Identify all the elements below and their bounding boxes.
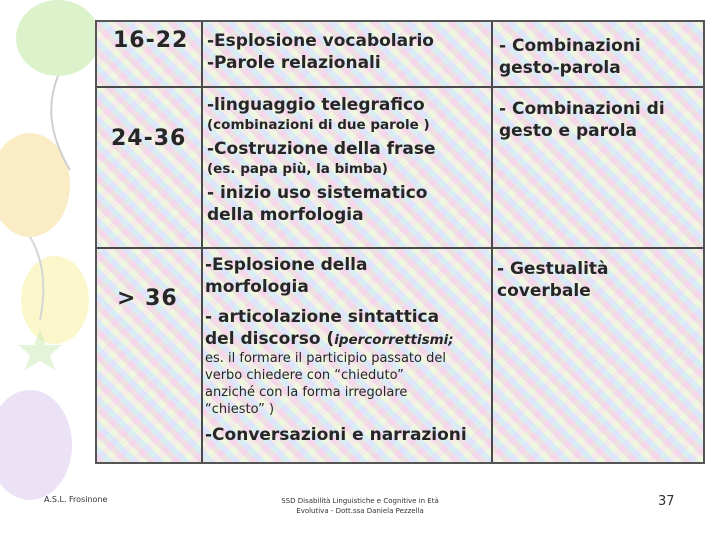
row-divider-2 <box>97 247 703 249</box>
column-divider-1 <box>201 22 203 462</box>
gestural-cell-row-2 <box>499 98 665 142</box>
text-line: anziché con la forma irregolare <box>205 385 408 400</box>
text-line: (es. papa più, la bimba) <box>207 161 388 177</box>
text-part: del discorso ( <box>205 329 335 349</box>
text-line: “chiesto” ) <box>205 402 275 417</box>
gestural-cell-row-1 <box>499 35 641 79</box>
column-divider-2 <box>491 22 493 462</box>
page-number: 37 <box>658 494 675 509</box>
footer-center-line-1: SSD Disabilità Linguistiche e Cognitive in Età <box>281 497 439 505</box>
text-line: - articolazione sintattica <box>205 307 440 327</box>
text-line: -Conversazioni e narrazioni <box>205 425 467 445</box>
linguistic-cell-row-2 <box>207 94 436 226</box>
age-cell-24-36: 24-36 <box>111 126 187 151</box>
text-line: gesto e parola <box>499 121 637 141</box>
text-line: (combinazioni di due parole ) <box>207 117 430 133</box>
text-line: -Esplosione della <box>205 255 368 275</box>
row-divider-1 <box>97 86 703 88</box>
linguistic-cell-row-1 <box>207 30 434 74</box>
text-line: verbo chiedere con “chieduto” <box>205 368 404 383</box>
text-line: - Gestualità <box>497 259 609 279</box>
text-line: della morfologia <box>207 205 364 225</box>
text-line: coverbale <box>497 281 591 301</box>
balloon-top-left <box>16 0 100 76</box>
age-cell-16-22: 16-22 <box>113 28 189 53</box>
text-line: -Esplosione vocabolario <box>207 31 434 51</box>
text-line: - Combinazioni di <box>499 99 665 119</box>
scanned-table <box>95 20 705 464</box>
linguistic-cell-row-3 <box>205 254 467 446</box>
footer-center <box>260 496 460 516</box>
balloon-bottom-left <box>0 390 72 500</box>
text-line: - Combinazioni <box>499 36 641 56</box>
age-cell-over-36: > 36 <box>117 286 178 311</box>
text-line: -Parole relazionali <box>207 53 381 73</box>
text-line: -Costruzione della frase <box>207 139 436 159</box>
text-line: - inizio uso sistematico <box>207 183 428 203</box>
footer-center-line-2: Evolutiva - Dott.ssa Daniela Pezzella <box>296 507 424 515</box>
text-line: gesto-parola <box>499 58 621 78</box>
text-line: morfologia <box>205 277 309 297</box>
text-line: -linguaggio telegrafico <box>207 95 425 115</box>
text-line: es. il formare il participio passato del <box>205 351 446 366</box>
gestural-cell-row-3 <box>497 258 609 302</box>
footer-left: A.S.L. Frosinone <box>44 495 108 504</box>
text-line <box>205 328 467 350</box>
text-part-italic: ipercorrettismi; <box>334 332 454 348</box>
balloon-left-low <box>21 256 89 344</box>
